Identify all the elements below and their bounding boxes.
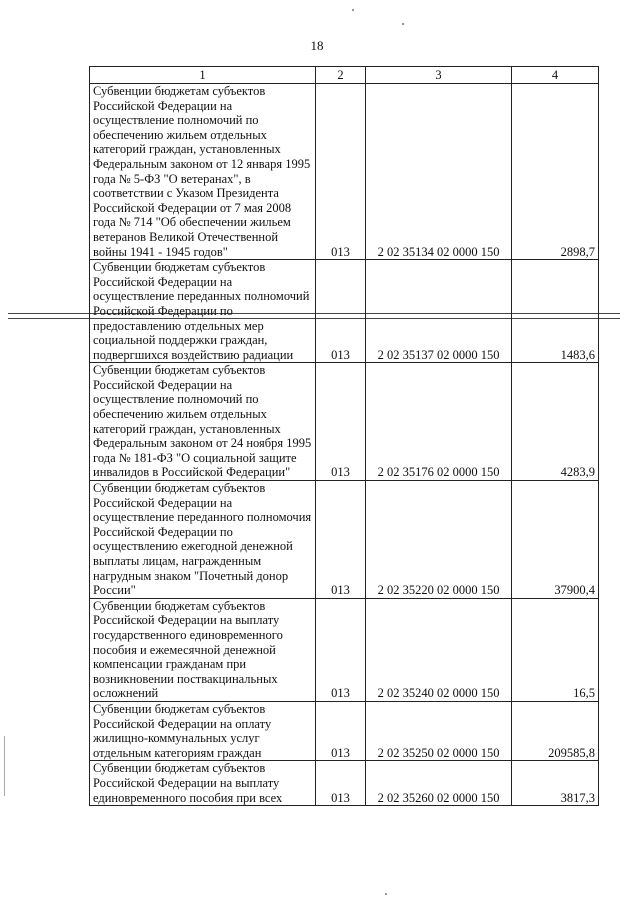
budget-table — [89, 66, 599, 806]
row-admin-code: 013 — [316, 363, 366, 481]
column-header-4: 4 — [512, 67, 599, 84]
row-budget-code: 2 02 35260 02 0000 150 — [366, 761, 512, 806]
row-name: Субвенции бюджетам субъектов Российской Федерации на оплату жилищно-коммунальных услуг отдельным категориям граждан — [90, 701, 316, 760]
row-budget-code: 2 02 35240 02 0000 150 — [366, 598, 512, 701]
row-budget-code: 2 02 35134 02 0000 150 — [366, 84, 512, 260]
row-admin-code: 013 — [316, 260, 366, 363]
row-amount: 16,5 — [512, 598, 599, 701]
row-amount: 4283,9 — [512, 363, 599, 481]
table-row — [90, 761, 599, 806]
row-name: Субвенции бюджетам субъектов Российской Федерации на осуществление переданного полномочия Российской Федерации по осуществлению ежегодной денежной выплаты лицам, награжденным нагрудным знаком "Почетный донор России" — [90, 481, 316, 599]
row-amount: 1483,6 — [512, 260, 599, 363]
row-budget-code: 2 02 35176 02 0000 150 — [366, 363, 512, 481]
row-admin-code: 013 — [316, 761, 366, 806]
table-body — [90, 84, 599, 806]
page-number: 18 — [310, 38, 324, 53]
row-admin-code: 013 — [316, 84, 366, 260]
row-budget-code: 2 02 35220 02 0000 150 — [366, 481, 512, 599]
row-amount: 209585,8 — [512, 701, 599, 760]
row-name: Субвенции бюджетам субъектов Российской Федерации на осуществление полномочий по обеспечению жильем отдельных категорий граждан, установленных Федеральным законом от 24 ноября 1995 года № 181-ФЗ "О социальной защите инвалидов в Российской Федерации" — [90, 363, 316, 481]
row-budget-code: 2 02 35250 02 0000 150 — [366, 701, 512, 760]
table-row — [90, 84, 599, 260]
row-admin-code: 013 — [316, 481, 366, 599]
scan-edge-mark — [4, 736, 5, 796]
row-budget-code: 2 02 35137 02 0000 150 — [366, 260, 512, 363]
scan-speck — [352, 9, 354, 11]
row-name: Субвенции бюджетам субъектов Российской Федерации на выплату государственного единовременного пособия и ежемесячной денежной компенсации гражданам при возникновении поствакцинальных осложнений — [90, 598, 316, 701]
table-row — [90, 363, 599, 481]
column-header-1: 1 — [90, 67, 316, 84]
row-name: Субвенции бюджетам субъектов Российской Федерации на выплату единовременного пособия при всех — [90, 761, 316, 806]
table-row — [90, 481, 599, 599]
table-row — [90, 260, 599, 363]
scan-speck — [402, 23, 404, 25]
row-admin-code: 013 — [316, 598, 366, 701]
scan-speck — [385, 893, 387, 895]
column-header-2: 2 — [316, 67, 366, 84]
column-header-3: 3 — [366, 67, 512, 84]
row-amount: 37900,4 — [512, 481, 599, 599]
table-row — [90, 701, 599, 760]
row-admin-code: 013 — [316, 701, 366, 760]
row-amount: 2898,7 — [512, 84, 599, 260]
row-name: Субвенции бюджетам субъектов Российской Федерации на осуществление переданных полномочий Российской Федерации по предоставлению отдельных мер социальной поддержки граждан, подвергшихся воздействию радиации — [90, 260, 316, 363]
row-name: Субвенции бюджетам субъектов Российской Федерации на осуществление полномочий по обеспечению жильем отдельных категорий граждан, установленных Федеральным законом от 12 января 1995 года № 5-ФЗ "О ветеранах", в соответствии с Указом Президента Российской Федерации от 7 мая 2008 года № 714 "Об обеспечении жильем ветеранов Великой Отечественной войны 1941 - 1945 годов" — [90, 84, 316, 260]
table-row — [90, 598, 599, 701]
row-amount: 3817,3 — [512, 761, 599, 806]
table-header-row — [90, 67, 599, 84]
